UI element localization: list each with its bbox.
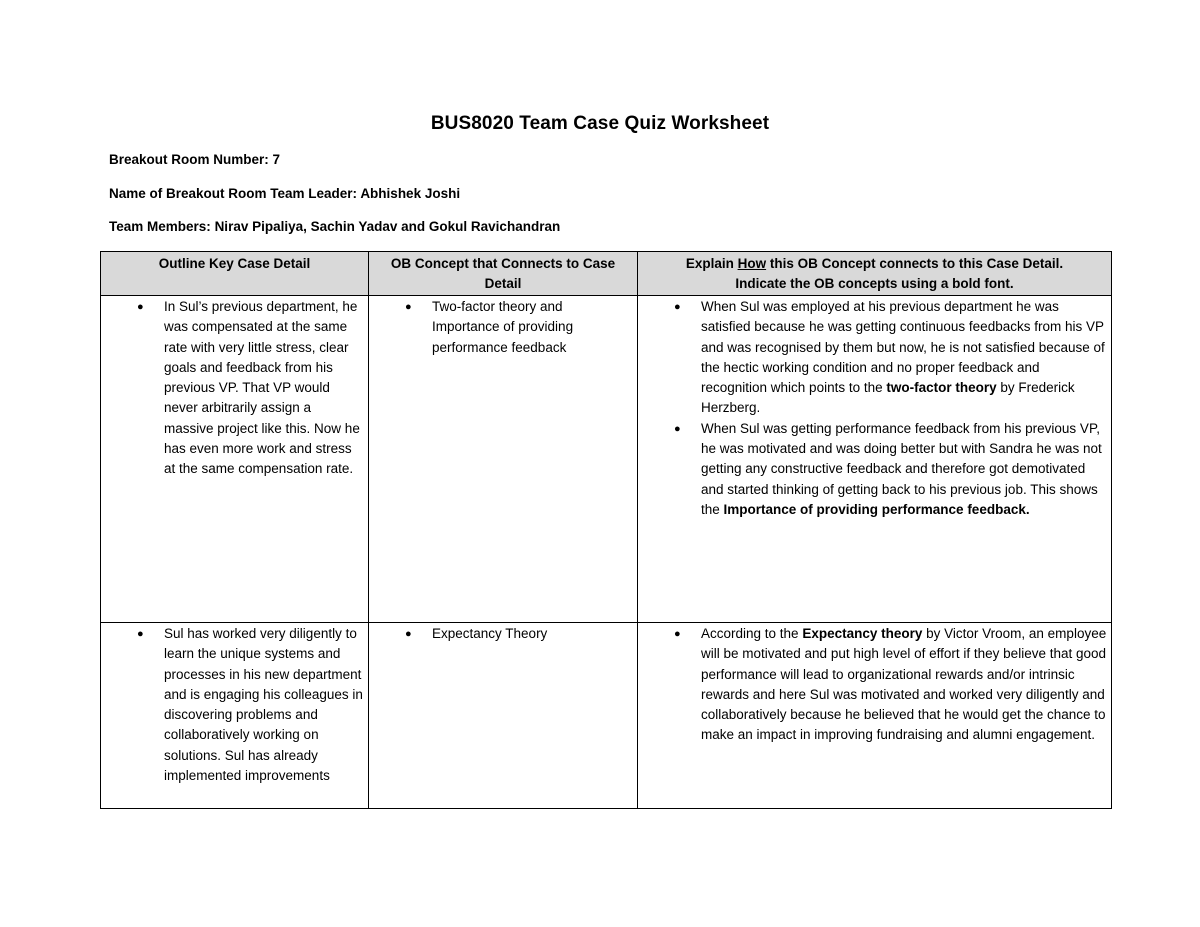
- explanation-cell: [638, 623, 1112, 809]
- explanation-cell: [638, 296, 1112, 623]
- explanation-text: by Victor Vroom, an employee will be motivated and put high level of effort if they believe that good performance will lead to organizational rewards and/or intrinsic rewards and here Sul was motivated and worked very diligently and collaboratively because he believed that he would get the chance to make an impact in improving fundraising and alumni engagement.: [701, 626, 1107, 743]
- ob-concept-highlight: Importance of providing performance feedback.: [723, 501, 1030, 517]
- key-case-detail-cell: [101, 296, 369, 623]
- bullet-icon: ●: [674, 301, 681, 313]
- bullet-icon: ●: [405, 301, 412, 313]
- ob-concept-highlight: Expectancy theory: [802, 626, 923, 641]
- list-item: [674, 624, 1107, 746]
- list-item: [137, 297, 364, 480]
- bullet-icon: ●: [674, 422, 681, 435]
- breakout-room-label: Breakout Room Number:: [109, 152, 269, 167]
- explanation-text: According to the: [701, 626, 803, 641]
- team-leader-line: [109, 186, 460, 201]
- header-ob-concept: OB Concept that Connects to Case Detail: [369, 252, 638, 296]
- team-members-value: Nirav Pipaliya, Sachin Yadav and Gokul Ravichandran: [214, 219, 561, 234]
- ob-concept-cell: [369, 296, 638, 623]
- team-members-line: [109, 219, 560, 234]
- explanation-text: When Sul was employed at his previous department he was satisfied because he was getting continuous feedbacks from his VP and was recognised by them but now, he is not satisfied because of the hectic working condition and no proper feedback and recognition which points to the: [701, 299, 1105, 396]
- page-title: BUS8020 Team Case Quiz Worksheet: [430, 113, 770, 134]
- list-item: [405, 297, 633, 358]
- team-members-label: Team Members:: [109, 219, 211, 234]
- case-detail-text: In Sul’s previous department, he was compensated at the same rate with very little stress, clear goals and feedback from his previous VP. That VP would never arbitrarily assign a massive project like this. Now he has even more work and stress at the same compensation rate.: [164, 299, 360, 477]
- explanation-text: When Sul was getting performance feedback from his previous VP, he was motivated and was doing better but with Sandra he was not getting any constructive feedback and therefore got demotivated and started thinking of getting back to his previous job. This shows the: [701, 420, 1102, 517]
- header-key-case-detail: Outline Key Case Detail: [101, 252, 369, 296]
- bullet-icon: ●: [674, 628, 681, 640]
- team-leader-label: Name of Breakout Room Team Leader:: [109, 186, 358, 201]
- header-explain-how: How: [737, 256, 767, 271]
- list-item: [674, 297, 1107, 419]
- case-worksheet-table: [100, 251, 1112, 809]
- header-explain-pre: Explain: [685, 256, 738, 271]
- key-case-detail-cell: [101, 623, 369, 809]
- ob-concept-text: Two-factor theory and Importance of providing performance feedback: [432, 299, 574, 355]
- table-row: [101, 296, 1112, 623]
- list-item: [137, 624, 364, 786]
- ob-concept-highlight: two-factor theory: [886, 380, 997, 396]
- bullet-icon: ●: [405, 628, 412, 640]
- table-row: [101, 623, 1112, 809]
- header-explain-line2: Indicate the OB concepts using a bold font.: [735, 276, 1014, 292]
- ob-concept-cell: [369, 623, 638, 809]
- team-leader-value: Abhishek Joshi: [360, 186, 461, 201]
- bullet-icon: ●: [137, 628, 144, 640]
- explanation-text: by Frederick Herzberg.: [701, 380, 1075, 416]
- bullet-icon: ●: [137, 301, 144, 313]
- table-header-row: [101, 252, 1112, 296]
- list-item: [405, 624, 633, 644]
- breakout-room-line: [109, 152, 280, 167]
- header-explain: [638, 252, 1112, 296]
- ob-concept-text: Expectancy Theory: [432, 626, 548, 641]
- breakout-room-value: 7: [272, 152, 281, 167]
- case-detail-text: Sul has worked very diligently to learn the unique systems and processes in his new department and is engaging his colleagues in discovering problems and collaboratively working on solutions. Sul has already implemented improvements: [164, 626, 363, 784]
- header-explain-post: this OB Concept connects to this Case Detail.: [766, 256, 1064, 271]
- list-item: [674, 419, 1107, 520]
